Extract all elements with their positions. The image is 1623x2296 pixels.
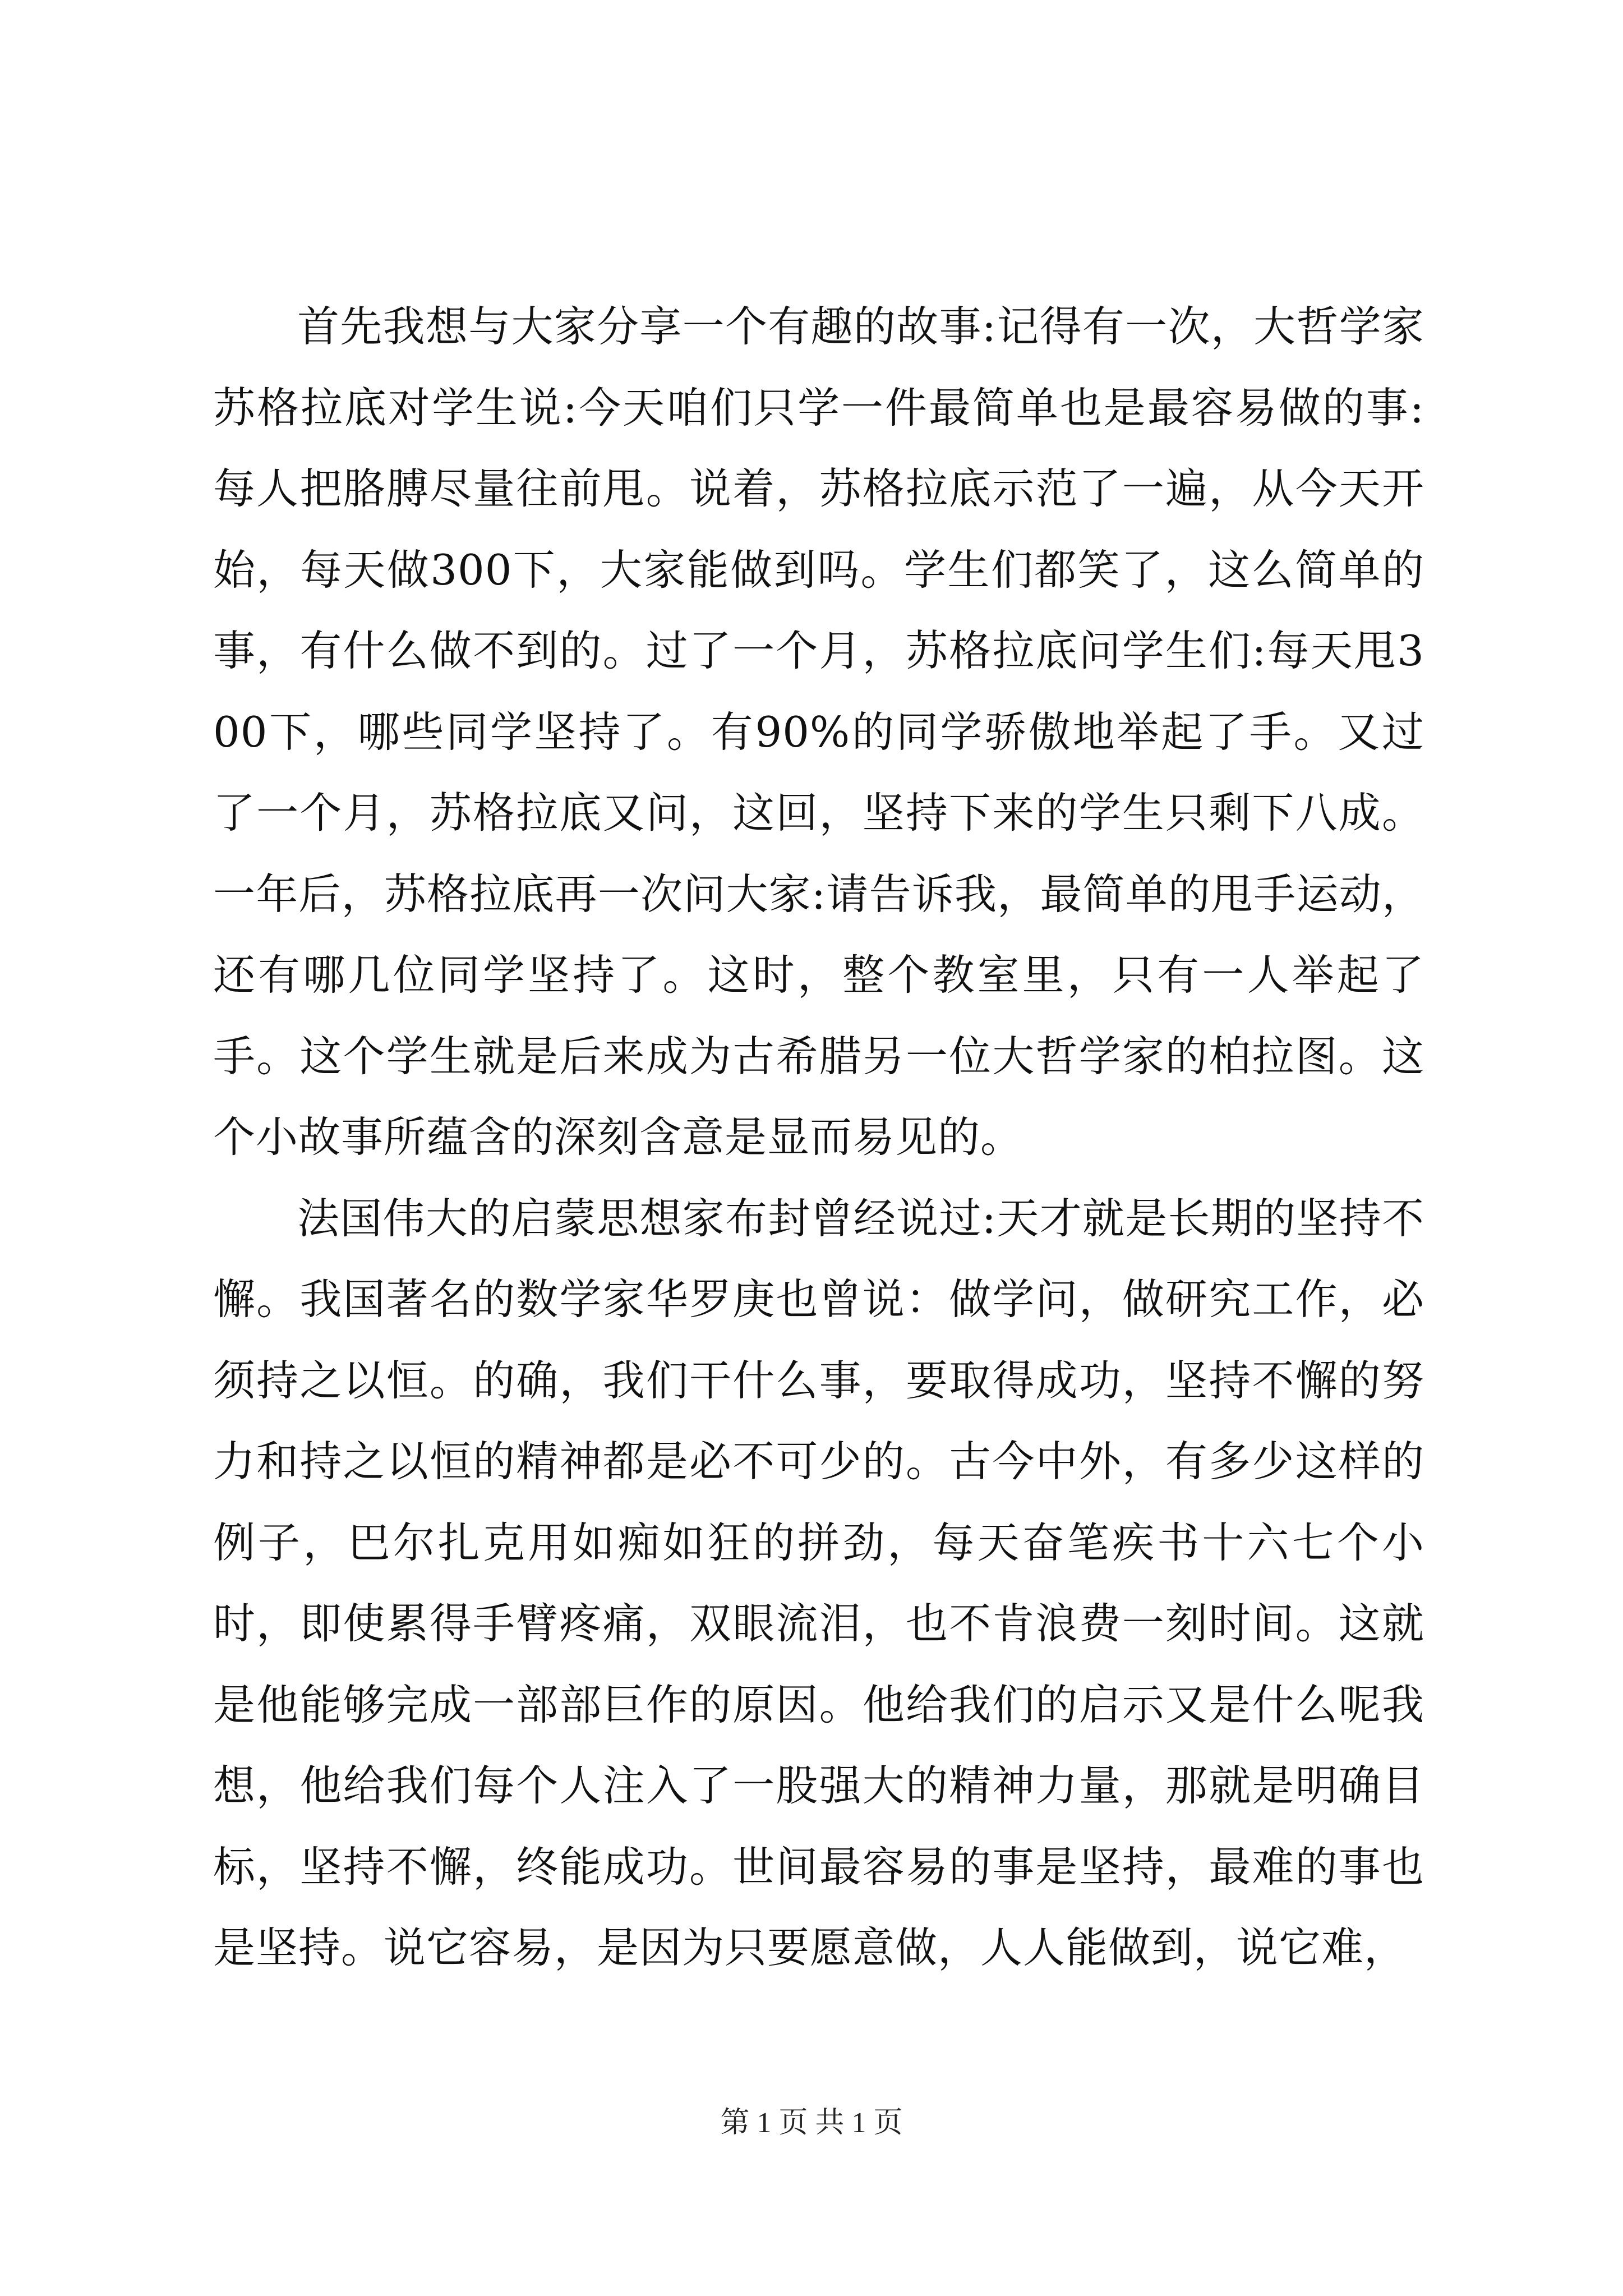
paragraph-perseverance: 法国伟大的启蒙思想家布封曾经说过:天才就是长期的坚持不懈。我国著名的数学家华罗庚也曾说：做学问，做研究工作，必须持之以恒。的确，我们干什么事，要取得成功，坚持不懈的努力和持之以恒的精神都是必不可少的。古今中外，有多少这样的例子，巴尔扎克用如痴如狂的拼劲，每天奋笔疾书十六七个小时，即使累得手臂疼痛，双眼流泪，也不肯浪费一刻时间。这就是他能够完成一部部巨作的原因。他给我们的启示又是什么呢我想，他给我们每个人注入了一股强大的精神力量，那就是明确目标，坚持不懈，终能成功。世间最容易的事是坚持，最难的事也是坚持。说它容易，是因为只要愿意做，人人能做到，说它难， [213,1193,1424,1972]
document-body [213,286,1424,1989]
paragraph-socrates-story: 首先我想与大家分享一个有趣的故事:记得有一次，大哲学家苏格拉底对学生说:今天咱们只学一件最简单也是最容易做的事:每人把胳膊尽量往前甩。说着，苏格拉底示范了一遍，从今天开始，每天做300下，大家能做到吗。学生们都笑了，这么简单的事，有什么做不到的。过了一个月，苏格拉底问学生们:每天甩300下，哪些同学坚持了。有90%的同学骄傲地举起了手。又过了一个月，苏格拉底又问，这回，坚持下来的学生只剩下八成。一年后，苏格拉底再一次问大家:请告诉我，最简单的甩手运动，还有哪几位同学坚持了。这时，整个教室里，只有一人举起了手。这个学生就是后来成为古希腊另一位大哲学家的柏拉图。这个小故事所蕴含的深刻含意是显而易见的。 [213,302,1424,1162]
page-footer: 第 1 页 共 1 页 [720,2107,903,2139]
